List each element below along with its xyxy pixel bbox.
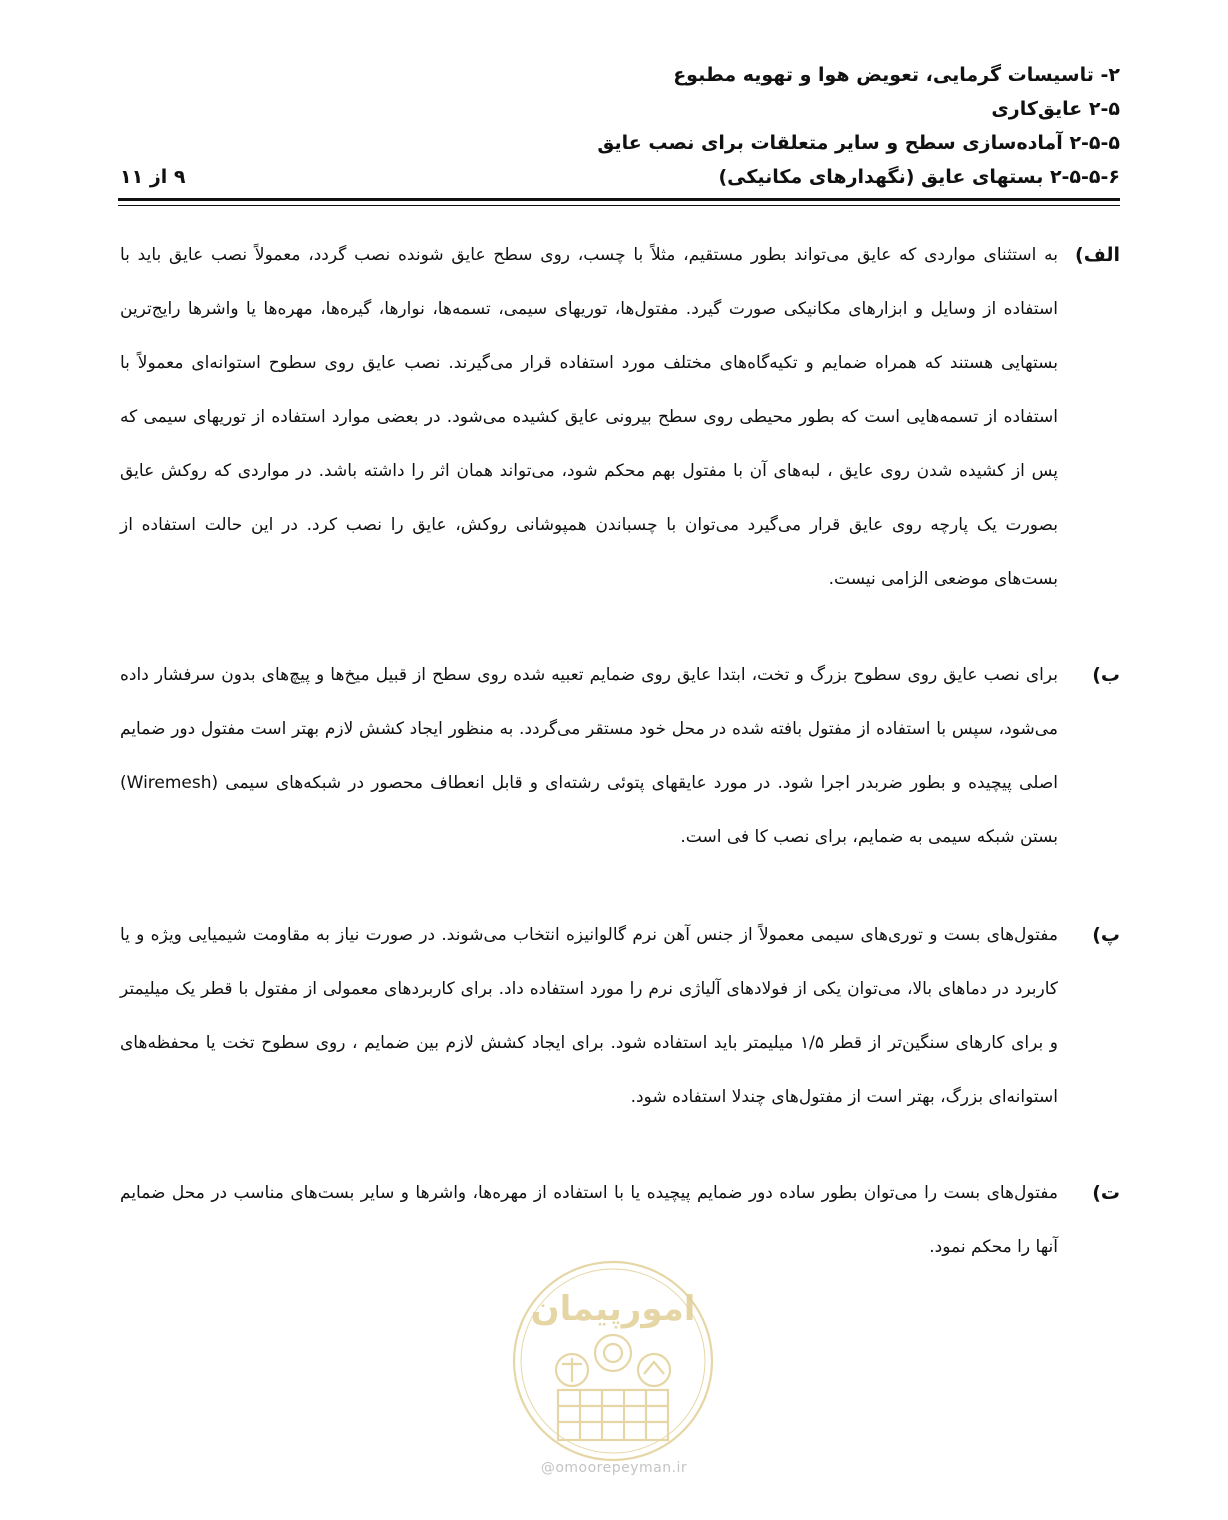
- page-number: ۹ از ۱۱: [120, 166, 186, 188]
- section-text-te: مفتول‌های بست را می‌توان بطور ساده دور ضمایم پیچیده یا با استفاده از مهره‌ها، واشرها و سایر بست‌های مناسب در محل ضمایم آنها را محکم نمود.: [120, 1183, 1058, 1257]
- header-divider-thick: [118, 198, 1120, 201]
- section-marker-pe: پ): [1092, 924, 1120, 946]
- section-be: [120, 648, 1120, 864]
- header-subsection-title: ۲-۵-۵ آماده‌سازی سطح و سایر متعلقات برای نصب عایق: [597, 132, 1120, 154]
- section-pe: [120, 908, 1120, 1124]
- watermark-seal-text: امورپیمان: [530, 1289, 696, 1329]
- section-marker-alef: الف): [1075, 244, 1120, 266]
- document-header: [120, 58, 1120, 194]
- section-marker-be: ب): [1092, 664, 1120, 686]
- section-text-alef: به استثنای مواردی که عایق می‌تواند بطور مستقیم، مثلاً با چسب، روی سطح عایق شونده نصب گردد، معمولاً نصب عایق باید با استفاده از وسایل و ابزارهای مکانیکی صورت گیرد. مفتول‌ها، توریهای سیمی، تسمه‌ها، نوارها، گیره‌ها، مهره‌ها یا واشرها رایج‌ترین بستهایی هستند که همراه ضمایم و تکیه‌گاه‌های مختلف مورد استفاده قرار می‌گیرند. نصب عایق روی سطوح استوانه‌ای معمولاً با استفاده از تسمه‌هایی است که بطور محیطی روی سطح بیرونی عایق کشیده می‌شود. در بعضی موارد استفاده از توریهای سیمی که پس از کشیده شدن روی عایق ، لبه‌های آن با مفتول بهم محکم شود، می‌تواند همان اثر را داشته باشد. در مواردی که روکش عایق بصورت یک پارچه روی عایق قرار می‌گیرد می‌توان با چسباندن همپوشانی روکش، عایق را نصب کرد. در این حالت استفاده از بست‌های موضعی الزامی نیست.: [120, 245, 1058, 589]
- section-alef: [120, 228, 1120, 606]
- header-chapter-title: ۲- تاسیسات گرمایی، تعویض هوا و تهویه مطبوع: [673, 64, 1120, 86]
- section-marker-te: ت): [1092, 1182, 1120, 1204]
- watermark-website: @omoorepeyman.ir: [540, 1460, 688, 1476]
- header-divider-thin: [118, 205, 1120, 206]
- header-section-title: ۲-۵ عایق‌کاری: [991, 98, 1120, 120]
- header-topic-title: ۲-۵-۵-۶ بستهای عایق (نگهدارهای مکانیکی): [718, 166, 1120, 188]
- section-text-pe: مفتول‌های بست و توری‌های سیمی معمولاً از جنس آهن نرم گالوانیزه انتخاب می‌شوند. در صورت نیاز به مقاومت شیمیایی ویژه و یا کاربرد در دماهای بالا، می‌توان یکی از فولادهای آلیاژی نرم را مورد استفاده داد. برای کاربردهای معمولی از مفتول با قطر یک میلیمتر و برای کارهای سنگین‌تر از قطر ۱/۵ میلیمتر باید استفاده شود. برای ایجاد کشش لازم بین ضمایم ، روی سطوح تخت یا محفظه‌های استوانه‌ای بزرگ، بهتر است از مفتول‌های چندلا استفاده شود.: [120, 925, 1058, 1107]
- watermark-seal-logo: [510, 1258, 716, 1464]
- section-text-be: برای نصب عایق روی سطوح بزرگ و تخت، ابتدا عایق روی ضمایم تعبیه شده روی سطح از قبیل میخ‌ها و پیچ‌های بدون سرفشار داده می‌شود، سپس با استفاده از مفتول بافته شده در محل خود مستقر می‌گردد. به منظور ایجاد کشش لازم بهتر است مفتول دور ضمایم اصلی پیچیده و بطور ضربدر اجرا شود. در مورد عایقهای پتوئی رشته‌ای و قابل انعطاف محصور در شبکه‌های سیمی (Wiremesh) بستن شبکه سیمی به ضمایم، برای نصب کا فی است.: [120, 665, 1058, 847]
